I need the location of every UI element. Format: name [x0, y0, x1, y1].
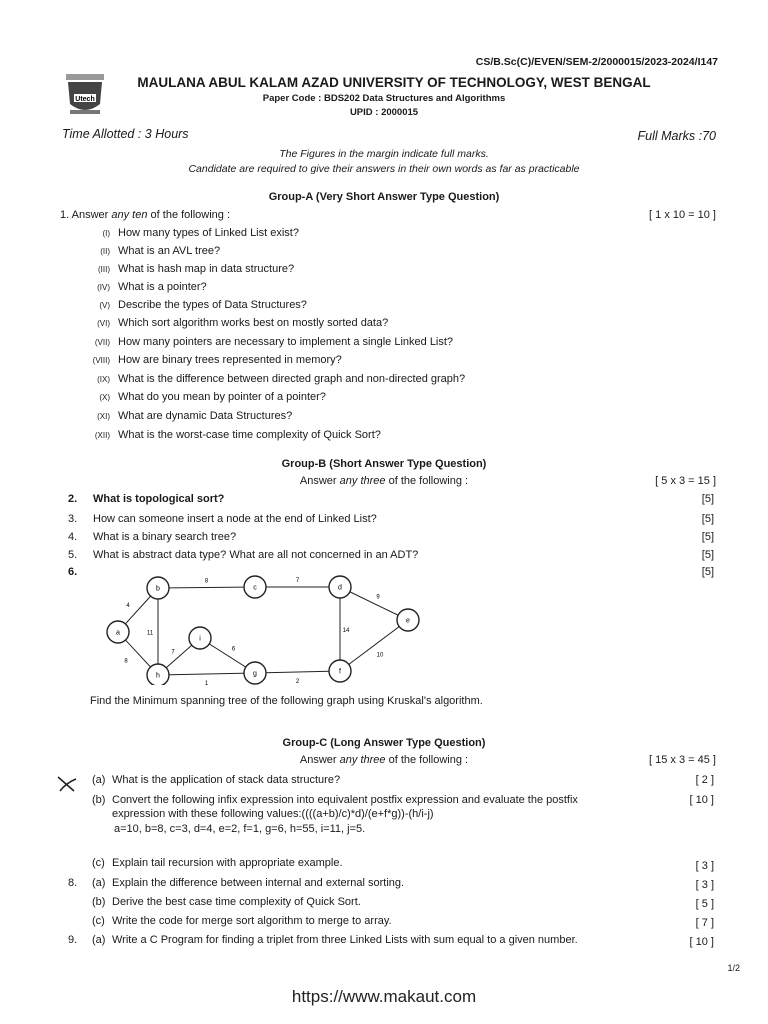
q9a-text: Write a C Program for finding a triplet from three Linked Lists with sum equal to a given number.: [112, 934, 578, 946]
q8c-text: Write the code for merge sort algorithm to merge to array.: [112, 915, 392, 927]
question-number: 1.: [60, 209, 70, 221]
instruction-emphasis: any three: [339, 475, 386, 487]
item-text: What do you mean by pointer of a pointer?: [118, 391, 326, 403]
item-number: (I): [102, 229, 110, 238]
item-text: How many types of Linked List exist?: [118, 227, 299, 239]
group-b-item: [0, 531, 768, 547]
graph-node-label: d: [338, 584, 342, 592]
graph-edge-weight: 14: [342, 628, 350, 634]
graph-edge-weight: 7: [171, 649, 175, 656]
instruction-text-end: of the following :: [385, 754, 469, 766]
graph-edge-g-h: [158, 673, 255, 675]
group-a-item: [0, 373, 768, 389]
graph-edge-weight: 1: [204, 681, 209, 685]
item-text: What is a binary search tree?: [93, 531, 237, 543]
item-number: (V): [99, 301, 110, 310]
q7a-marks: [ 2 ]: [695, 774, 714, 786]
item-marks: [5]: [701, 566, 714, 578]
item-number: (X): [99, 393, 110, 402]
q9a-marks: [ 10 ]: [689, 936, 714, 948]
group-a-item: [0, 281, 768, 297]
paper-code-line: CS/B.Sc(C)/EVEN/SEM-2/2000015/2023-2024/I147: [475, 56, 718, 68]
q7c-text: Explain tail recursion with appropriate example.: [112, 857, 343, 869]
page-number: 1/2: [727, 963, 740, 973]
item-text: Which sort algorithm works best on mostly sorted data?: [118, 317, 389, 329]
instruction-emphasis: any ten: [111, 209, 148, 221]
group-a-instruction: [60, 209, 230, 221]
item-text: What are dynamic Data Structures?: [118, 410, 293, 422]
group-a-item: [0, 245, 768, 261]
graph-node-label: a: [116, 629, 120, 637]
instruction-text: Answer: [299, 754, 340, 766]
q8a-text: Explain the difference between internal and external sorting.: [112, 877, 405, 889]
group-c-marks: [ 15 x 3 = 45 ]: [649, 754, 716, 766]
group-a-item: [0, 317, 768, 333]
q7b-line-1: Convert the following infix expression into equivalent postfix expression and evaluate the postfix: [112, 794, 578, 806]
item-number: 3.: [68, 513, 78, 525]
graph-node-label: h: [156, 672, 160, 680]
group-b-item: [0, 513, 768, 529]
instruction-text: Answer: [299, 475, 340, 487]
item-number: (XI): [97, 412, 110, 421]
item-text: How can someone insert a node at the end of Linked List?: [93, 513, 377, 525]
graph-edge-weight: 9: [376, 594, 380, 601]
graph-node-label: g: [253, 670, 257, 678]
item-marks: [5]: [701, 513, 714, 525]
time-allotted: Time Allotted : 3 Hours: [62, 127, 189, 141]
handwritten-mark: [56, 773, 78, 798]
group-a-item: [0, 336, 768, 352]
item-text: What is abstract data type? What are all not concerned in an ADT?: [93, 549, 419, 561]
footer-url[interactable]: https://www.makaut.com: [291, 987, 477, 1006]
group-a-item: [0, 391, 768, 407]
university-name: MAULANA ABUL KALAM AZAD UNIVERSITY OF TECHNOLOGY, WEST BENGAL: [137, 75, 651, 90]
item-number: 6.: [68, 566, 78, 578]
graph-edge-weight: 6: [231, 646, 236, 653]
q7b-marks: [ 10 ]: [689, 794, 714, 806]
q7a-label: (a): [92, 774, 106, 786]
item-number: (VII): [94, 338, 110, 347]
group-a-item: [0, 227, 768, 243]
item-text: What is the difference between directed graph and non-directed graph?: [118, 373, 466, 385]
item-text: What is hash map in data structure?: [118, 263, 295, 275]
graph-node-label: f: [339, 668, 341, 676]
instruction-note-1: The Figures in the margin indicate full marks.: [279, 148, 489, 160]
item-number: 5.: [68, 549, 78, 561]
q7c-label: (c): [92, 857, 105, 869]
q9a-label: (a): [92, 934, 106, 946]
instruction-text: Answer: [71, 209, 112, 221]
paper-title: Paper Code : BDS202 Data Structures and Algorithms: [262, 93, 506, 104]
q8b-text: Derive the best case time complexity of Quick Sort.: [112, 896, 361, 908]
graph-node-label: b: [156, 585, 160, 593]
item-text: How many pointers are necessary to implement a single Linked List?: [118, 336, 454, 348]
graph-edge-weight: 4: [126, 603, 130, 609]
q7a-text: What is the application of stack data structure?: [112, 774, 341, 786]
item-number: (VI): [97, 319, 110, 328]
q8b-marks: [ 5 ]: [695, 898, 714, 910]
item-text: How are binary trees represented in memory?: [118, 354, 342, 366]
graph-edge-weight: 7: [295, 578, 300, 584]
group-a-item: [0, 410, 768, 426]
group-a-item: [0, 429, 768, 445]
q8c-marks: [ 7 ]: [695, 917, 714, 929]
graph-edge-weight: 11: [146, 630, 154, 637]
group-a-item: [0, 263, 768, 279]
group-b-title: Group-B (Short Answer Type Question): [281, 458, 487, 470]
instruction-text-end: of the following :: [385, 475, 469, 487]
graph-caption: Find the Minimum spanning tree of the following graph using Kruskal's algorithm.: [90, 695, 483, 707]
group-c-title: Group-C (Long Answer Type Question): [282, 737, 486, 749]
item-number: (IX): [97, 375, 110, 384]
q8-number: 8.: [68, 877, 78, 889]
graph-node-label: i: [199, 635, 201, 643]
item-marks: [5]: [701, 493, 714, 505]
q7b-line-2: expression with these following values:((((a+b)/c)*d)/(e+f*g))-(h/i-j): [112, 808, 434, 820]
item-number: (III): [98, 265, 110, 274]
graph-node-label: c: [253, 584, 257, 592]
graph-edge-b-c: [158, 587, 255, 588]
item-marks: [5]: [701, 549, 714, 561]
group-a-marks: [ 1 x 10 = 10 ]: [649, 209, 716, 221]
graph-edge-weight: 8: [124, 658, 128, 665]
group-a-item: [0, 354, 768, 370]
instruction-note-2: Candidate are required to give their answers in their own words as far as practicable: [188, 163, 580, 175]
graph-edge-f-g: [255, 671, 340, 673]
item-number: (XII): [94, 431, 110, 440]
item-number: (VIII): [92, 356, 110, 365]
full-marks: Full Marks :70: [637, 129, 716, 143]
q8a-label: (a): [92, 877, 106, 889]
group-b-marks: [ 5 x 3 = 15 ]: [655, 475, 716, 487]
graph-edge-weight: 2: [295, 679, 300, 685]
instruction-emphasis: any three: [339, 754, 386, 766]
q8c-label: (c): [92, 915, 105, 927]
group-a-title: Group-A (Very Short Answer Type Question): [268, 191, 500, 203]
graph-edge-weight: 8: [204, 578, 209, 585]
item-text: What is the worst-case time complexity of Quick Sort?: [118, 429, 381, 441]
group-b-instruction: [0, 475, 768, 487]
item-text: What is an AVL tree?: [118, 245, 221, 257]
item-text: Describe the types of Data Structures?: [118, 299, 307, 311]
graph-edge-weight: 10: [376, 652, 384, 659]
q8a-marks: [ 3 ]: [695, 879, 714, 891]
item-number: (II): [100, 247, 110, 256]
item-text: What is a pointer?: [118, 281, 207, 293]
item-number: 4.: [68, 531, 78, 543]
group-b-item: [0, 493, 768, 509]
q8b-label: (b): [92, 896, 106, 908]
graph-edge-e-f: [340, 617, 410, 671]
q7b-label: (b): [92, 794, 106, 806]
group-b-item: [0, 549, 768, 565]
q9-number: 9.: [68, 934, 78, 946]
graph-node-label: e: [406, 617, 410, 625]
graph-diagram: [90, 570, 430, 685]
q7b-line-3: a=10, b=8, c=3, d=4, e=2, f=1, g=6, h=55, i=11, j=5.: [114, 823, 366, 835]
q7c-marks: [ 3 ]: [695, 860, 714, 872]
item-marks: [5]: [701, 531, 714, 543]
upid: UPID : 2000015: [349, 107, 419, 118]
logo-text: Utech: [75, 96, 95, 103]
item-number: 2.: [68, 493, 78, 505]
item-text: What is topological sort?: [93, 493, 225, 505]
group-a-item: [0, 299, 768, 315]
instruction-text-end: of the following :: [147, 209, 231, 221]
item-number: (IV): [97, 283, 110, 292]
